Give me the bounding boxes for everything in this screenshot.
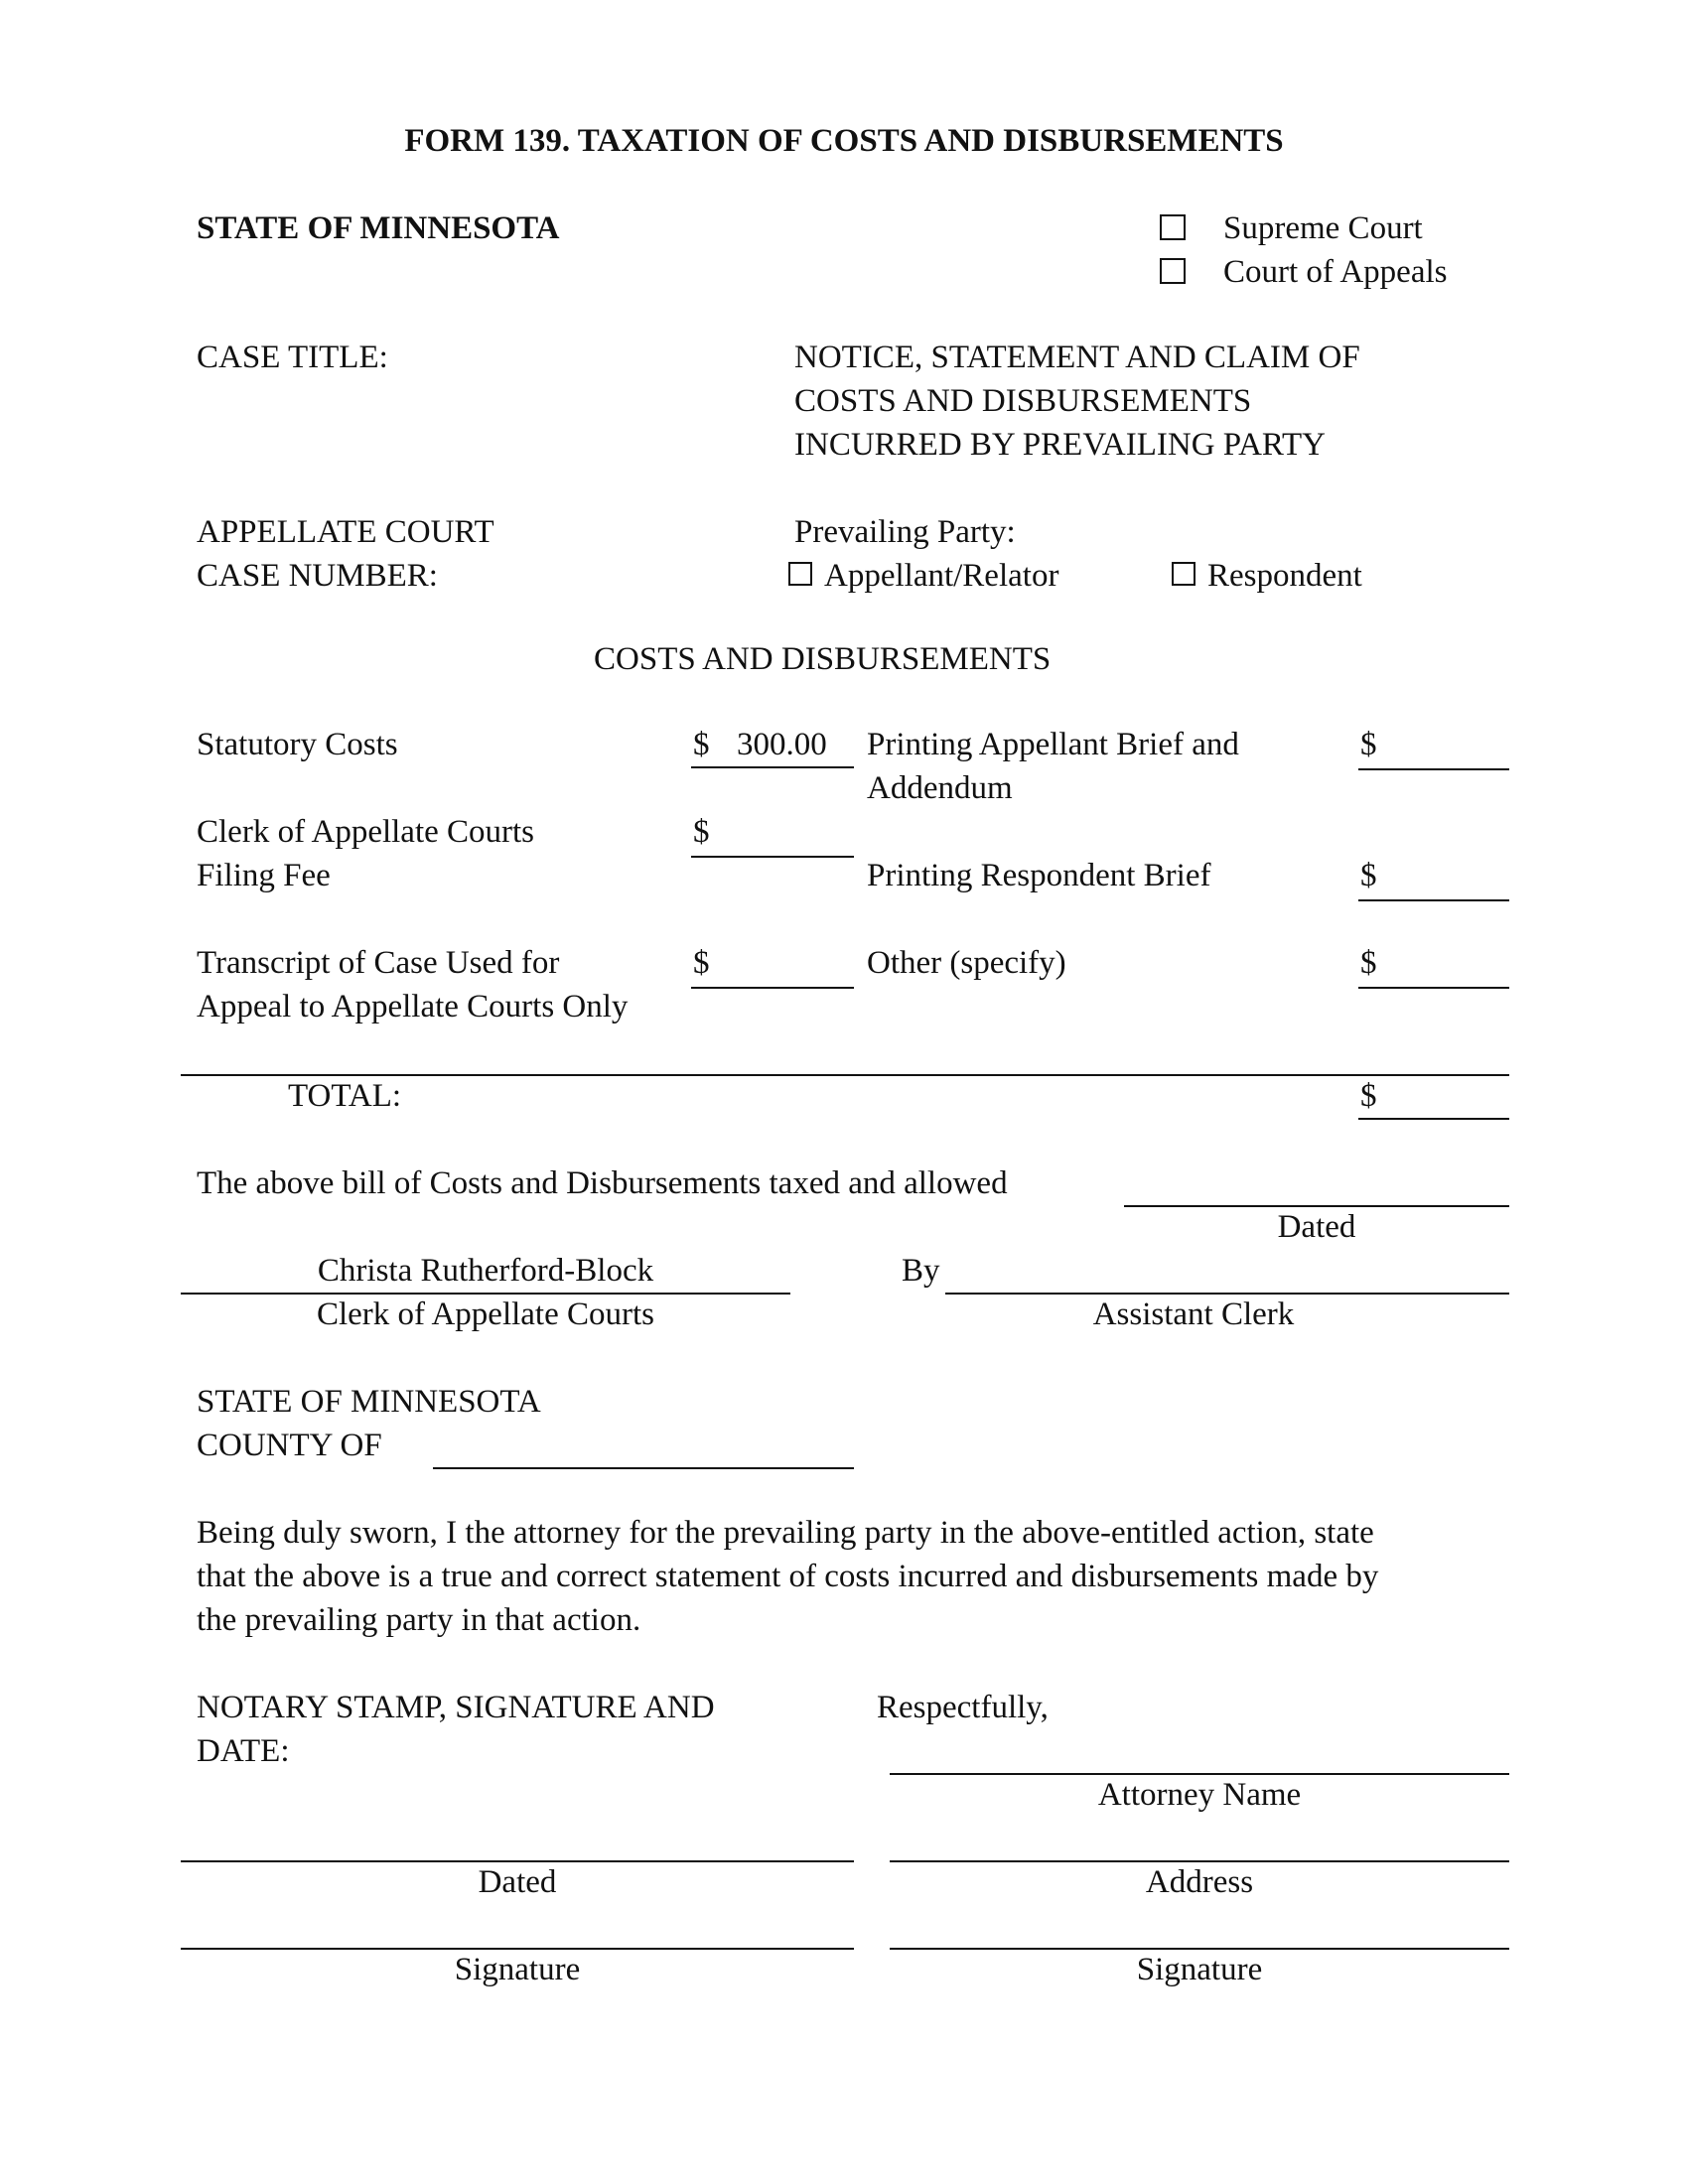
statutory-costs-label: Statutory Costs (197, 727, 398, 762)
statutory-dollar-sign: $ (693, 727, 710, 762)
state-heading: STATE OF MINNESOTA (197, 210, 560, 246)
statutory-costs-value[interactable]: 300.00 (737, 727, 827, 762)
appellant-label: Appellant/Relator (824, 558, 1059, 594)
transcript-label-2: Appeal to Appellate Courts Only (197, 989, 629, 1024)
supreme-court-checkbox[interactable] (1160, 214, 1186, 240)
total-dollar-sign: $ (1360, 1078, 1377, 1114)
transcript-field[interactable] (691, 987, 854, 989)
address-label: Address (1145, 1864, 1254, 1900)
total-field[interactable] (1358, 1118, 1509, 1120)
other-field[interactable] (1358, 987, 1509, 989)
respondent-checkbox[interactable] (1172, 562, 1196, 586)
appellant-checkbox[interactable] (788, 562, 812, 586)
printing-appellant-label-2: Addendum (867, 770, 1013, 806)
clerk-fee-field[interactable] (691, 856, 854, 858)
other-label: Other (specify) (867, 945, 1066, 981)
court-of-appeals-checkbox[interactable] (1160, 258, 1186, 284)
notice-line-3: INCURRED BY PREVAILING PARTY (794, 427, 1326, 463)
case-title-label: CASE TITLE: (197, 340, 388, 375)
notary-label-2: DATE: (197, 1733, 290, 1769)
county-label: COUNTY OF (197, 1428, 382, 1463)
printing-appellant-field[interactable] (1358, 768, 1509, 770)
statutory-costs-line (691, 766, 854, 768)
state-2-label: STATE OF MINNESOTA (197, 1384, 541, 1420)
transcript-dollar-sign: $ (693, 945, 710, 981)
printing-appellant-label-1: Printing Appellant Brief and (867, 727, 1239, 762)
clerk-fee-label-1: Clerk of Appellate Courts (197, 814, 535, 850)
clerk-title: Clerk of Appellate Courts (316, 1297, 655, 1332)
total-label: TOTAL: (288, 1078, 402, 1114)
notary-signature-label: Signature (454, 1952, 581, 1987)
printing-respondent-dollar-sign: $ (1360, 858, 1377, 893)
printing-appellant-dollar-sign: $ (1360, 727, 1377, 762)
prevailing-party-label: Prevailing Party: (794, 514, 1016, 550)
transcript-label-1: Transcript of Case Used for (197, 945, 560, 981)
taxed-dated-label: Dated (1277, 1209, 1356, 1245)
oath-line-1: Being duly sworn, I the attorney for the prevailing party in the above-entitled action, state (197, 1515, 1374, 1551)
attorney-signature-label: Signature (1136, 1952, 1263, 1987)
respondent-label: Respondent (1207, 558, 1362, 594)
printing-respondent-field[interactable] (1358, 899, 1509, 901)
notary-label-1: NOTARY STAMP, SIGNATURE AND (197, 1690, 715, 1725)
assistant-clerk-label: Assistant Clerk (1092, 1297, 1295, 1332)
oath-line-3: the prevailing party in that action. (197, 1602, 641, 1638)
notice-line-2: COSTS AND DISBURSEMENTS (794, 383, 1252, 419)
respectfully-label: Respectfully, (877, 1690, 1049, 1725)
by-label: By (902, 1253, 940, 1289)
clerk-fee-dollar-sign: $ (693, 814, 710, 850)
notary-dated-label: Dated (478, 1864, 557, 1900)
attorney-name-label: Attorney Name (1097, 1777, 1302, 1813)
costs-heading: COSTS AND DISBURSEMENTS (594, 641, 1052, 677)
notice-line-1: NOTICE, STATEMENT AND CLAIM OF (794, 340, 1360, 375)
form-title: FORM 139. TAXATION OF COSTS AND DISBURSEMENTS (404, 123, 1284, 159)
court-of-appeals-label: Court of Appeals (1223, 254, 1448, 290)
other-dollar-sign: $ (1360, 945, 1377, 981)
case-number-label-2: CASE NUMBER: (197, 558, 438, 594)
clerk-name: Christa Rutherford-Block (317, 1253, 654, 1289)
case-number-label-1: APPELLATE COURT (197, 514, 494, 550)
taxed-allowed-text: The above bill of Costs and Disbursements taxed and allowed (197, 1165, 1008, 1201)
supreme-court-label: Supreme Court (1223, 210, 1423, 246)
clerk-fee-label-2: Filing Fee (197, 858, 331, 893)
county-field[interactable] (433, 1467, 854, 1469)
printing-respondent-label: Printing Respondent Brief (867, 858, 1211, 893)
oath-line-2: that the above is a true and correct statement of costs incurred and disbursements made by (197, 1559, 1379, 1594)
